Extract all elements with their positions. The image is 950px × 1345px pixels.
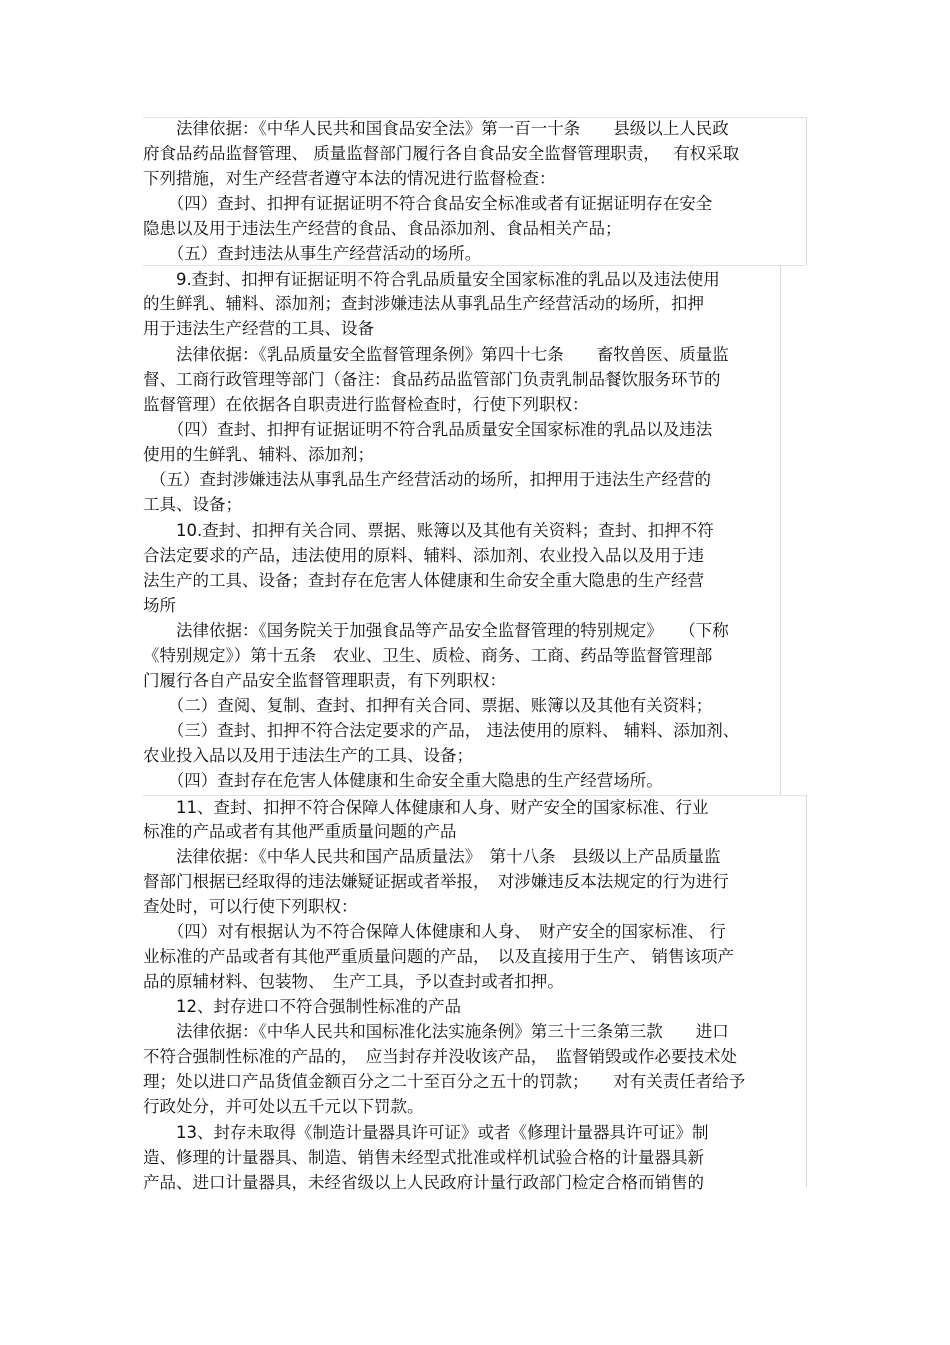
text-line-41: 13、封存未取得《制造计量器具许可证》或者《修理计量器具许可证》制: [143, 1123, 709, 1142]
text-line-7: 9.查封、扣押有证据证明不符合乳品质量安全国家标准的乳品以及违法使用: [143, 270, 720, 289]
text-line-5: 隐患以及用于违法生产经营的食品、食品添加剂、食品相关产品；: [143, 219, 622, 238]
text-line-18: 合法定要求的产品，违法使用的原料、辅料、添加剂、农业投入品以及用于违: [143, 546, 704, 565]
text-line-38: 不符合强制性标准的产品的， 应当封存并没收该产品， 监督销毁或作必要技术处: [143, 1047, 737, 1066]
text-line-6: （五）查封违法从事生产经营活动的场所。: [143, 244, 482, 263]
text-line-14: 使用的生鲜乳、辅料、添加剂；: [143, 445, 374, 464]
text-line-34: 业标准的产品或者有其他严重质量问题的产品， 以及直接用于生产、 销售该项产: [143, 947, 734, 966]
text-line-21: 法律依据：《国务院关于加强食品等产品安全监督管理的特别规定》 （下称: [143, 621, 729, 640]
text-line-31: 督部门根据已经取得的违法嫌疑证据或者举报， 对涉嫌违反本法规定的行为进行: [143, 872, 729, 891]
text-line-32: 查处时，可以行使下列职权：: [143, 897, 358, 916]
text-line-26: 农业投入品以及用于违法生产的工具、设备；: [143, 746, 473, 765]
text-line-9: 用于违法生产经营的工具、设备: [143, 319, 374, 338]
text-line-40: 行政处分，并可处以五千元以下罚款。: [143, 1097, 424, 1116]
text-line-29: 标准的产品或者有其他严重质量问题的产品: [143, 822, 457, 841]
text-line-19: 法生产的工具、设备；查封存在危害人体健康和生命安全重大隐患的生产经营: [143, 571, 704, 590]
text-line-17: 10.查封、扣押有关合同、票据、账簿以及其他有关资料；查封、扣押不符: [143, 521, 714, 540]
text-line-36: 12、封存进口不符合强制性标准的产品: [143, 997, 461, 1016]
text-line-11: 督、工商行政管理等部门（备注：食品药品监管部门负责乳制品餐饮服务环节的: [143, 370, 721, 389]
text-line-27: （四）查封存在危害人体健康和生命安全重大隐患的生产经营场所。: [143, 771, 663, 790]
text-line-30: 法律依据：《中华人民共和国产品质量法》 第十八条 县级以上产品质量监: [143, 847, 721, 866]
text-line-4: （四）查封、扣押有证据证明不符合食品安全标准或者有证据证明存在安全: [143, 194, 713, 213]
text-line-13: （四）查封、扣押有证据证明不符合乳品质量安全国家标准的乳品以及违法: [143, 420, 713, 439]
text-line-22: 《特别规定》）第十五条 农业、卫生、质检、商务、工商、药品等监督管理部: [143, 646, 713, 665]
text-line-43: 产品、进口计量器具，未经省级以上人民政府计量行政部门检定合格而销售的: [143, 1173, 704, 1192]
text-line-42: 造、修理的计量器具、制造、销售未经型式批准或样机试验合格的计量器具新: [143, 1148, 704, 1167]
text-line-33: （四）对有根据认为不符合保障人体健康和人身、 财产安全的国家标准、 行: [143, 922, 726, 941]
text-line-12: 监督管理）在依据各自职责进行监督检查时，行使下列职权：: [143, 395, 589, 414]
text-line-23: 门履行各自产品安全监督管理职责，有下列职权：: [143, 671, 506, 690]
text-line-35: 品的原辅材料、包装物、 生产工具，予以查封或者扣押。: [143, 972, 564, 991]
text-line-20: 场所: [143, 596, 176, 615]
text-line-28: 11、查封、扣押不符合保障人体健康和人身、财产安全的国家标准、行业: [143, 798, 709, 817]
text-line-24: （二）查阅、复制、查封、扣押有关合同、票据、账簿以及其他有关资料；: [143, 696, 713, 715]
text-line-15: （五）查封涉嫌违法从事乳品生产经营活动的场所，扣押用于违法生产经营的: [150, 470, 711, 489]
text-line-8: 的生鲜乳、辅料、添加剂；查封涉嫌违法从事乳品生产经营活动的场所，扣押: [143, 294, 704, 313]
text-line-16: 工具、设备；: [143, 495, 242, 514]
text-line-25: （三）查封、扣押不符合法定要求的产品， 违法使用的原料、 辅料、添加剂、: [143, 721, 740, 740]
text-line-10: 法律依据：《乳品质量安全监督管理条例》第四十七条 畜牧兽医、质量监: [143, 345, 729, 364]
text-line-39: 理；处以进口产品货值金额百分之二十至百分之五十的罚款； 对有关责任者给予: [143, 1072, 746, 1091]
text-line-3: 下列措施，对生产经营者遵守本法的情况进行监督检查：: [143, 169, 556, 188]
text-line-37: 法律依据：《中华人民共和国标准化法实施条例》第三十三条第三款 进口: [143, 1022, 729, 1041]
text-line-2: 府食品药品监督管理、 质量监督部门履行各自食品安全监督管理职责， 有权采取: [143, 144, 740, 163]
text-line-1: 法律依据：《中华人民共和国食品安全法》第一百一十条 县级以上人民政: [143, 119, 729, 138]
